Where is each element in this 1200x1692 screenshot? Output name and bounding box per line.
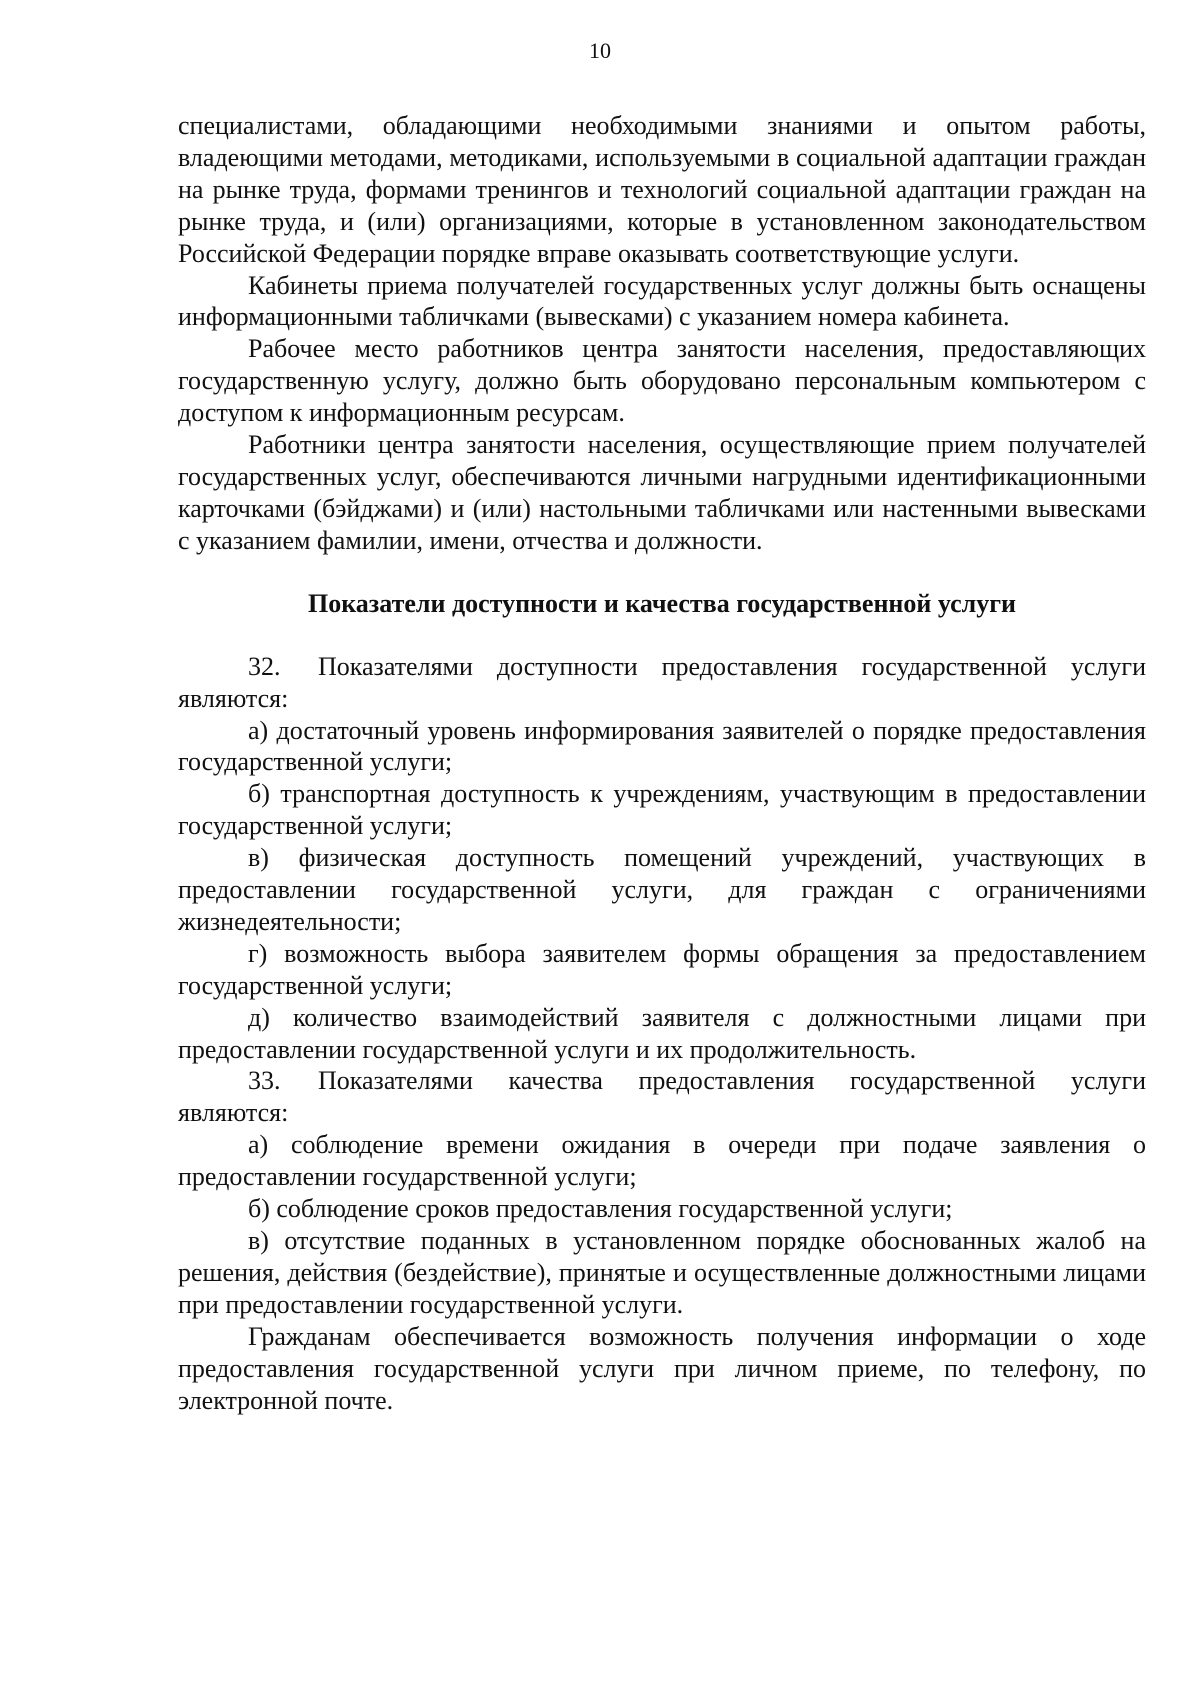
item-32-number: 32.: [248, 651, 281, 681]
item-32-subitem-b: б) транспортная доступность к учреждениям, участвующим в предоставлении государственной услуги;: [178, 779, 1146, 841]
paragraph-cabinets: Кабинеты приема получателей государственных услуг должны быть оснащены информационными табличками (вывесками) с указанием номера кабинета.: [178, 270, 1146, 332]
item-33-text: Показателями качества предоставления государственной услуги являются:: [178, 1066, 1146, 1128]
item-33-number: 33.: [248, 1066, 281, 1096]
item-33: [178, 1065, 1146, 1129]
closing-paragraph: Гражданам обеспечивается возможность получения информации о ходе предоставления государственной услуги при личном приеме, по телефону, по электронной почте.: [178, 1321, 1146, 1415]
page-number: 10: [589, 38, 611, 63]
paragraph-badges: Работники центра занятости населения, осуществляющие прием получателей государственных услуг, обеспечиваются личными нагрудными идентификационными карточками (бэйджами) и (или) настольными табличками или настенными вывесками с указанием фамилии, имени, отчества и должности.: [178, 430, 1146, 555]
item-32-subitem-d: д) количество взаимодействий заявителя с должностными лицами при предоставлении государственной услуги и их продолжительность.: [178, 1002, 1146, 1064]
section-heading: Показатели доступности и качества государственной услуги: [307, 588, 1017, 618]
paragraph-workplace: Рабочее место работников центра занятости населения, предоставляющих государственную услугу, должно быть оборудовано персональным компьютером с доступом к информационным ресурсам.: [178, 334, 1146, 428]
item-33-subitem-v: в) отсутствие поданных в установленном порядке обоснованных жалоб на решения, действия (бездействие), принятые и осуществленные должностными лицами при предоставлении государственной услуги.: [178, 1226, 1146, 1319]
item-33-subitem-a: а) соблюдение времени ожидания в очереди при подаче заявления о предоставлении государственной услуги;: [178, 1130, 1146, 1192]
item-32-text: Показателями доступности предоставления государственной услуги являются:: [178, 651, 1146, 713]
item-32-subitem-v: в) физическая доступность помещений учреждений, участвующих в предоставлении государственной услуги, для граждан с ограничениями жизнедеятельности;: [178, 843, 1146, 936]
paragraph-continuation: специалистами, обладающими необходимыми знаниями и опытом работы, владеющими методами, методиками, используемыми в социальной адаптации граждан на рынке труда, формами тренингов и технологий социальной адаптации граждан на рынке труда, и (или) организациями, которые в установленном законодательством Российской Федерации порядке вправе оказывать соответствующие услуги.: [178, 111, 1146, 268]
item-32-subitem-a: а) достаточный уровень информирования заявителей о порядке предоставления государственной услуги;: [178, 715, 1146, 777]
item-32: [178, 651, 1146, 715]
document-body: [178, 110, 1146, 1416]
item-32-subitem-g: г) возможность выбора заявителем формы обращения за предоставлением государственной услуги;: [178, 938, 1146, 1000]
item-33-subitem-b: б) соблюдение сроков предоставления государственной услуги;: [248, 1194, 953, 1224]
